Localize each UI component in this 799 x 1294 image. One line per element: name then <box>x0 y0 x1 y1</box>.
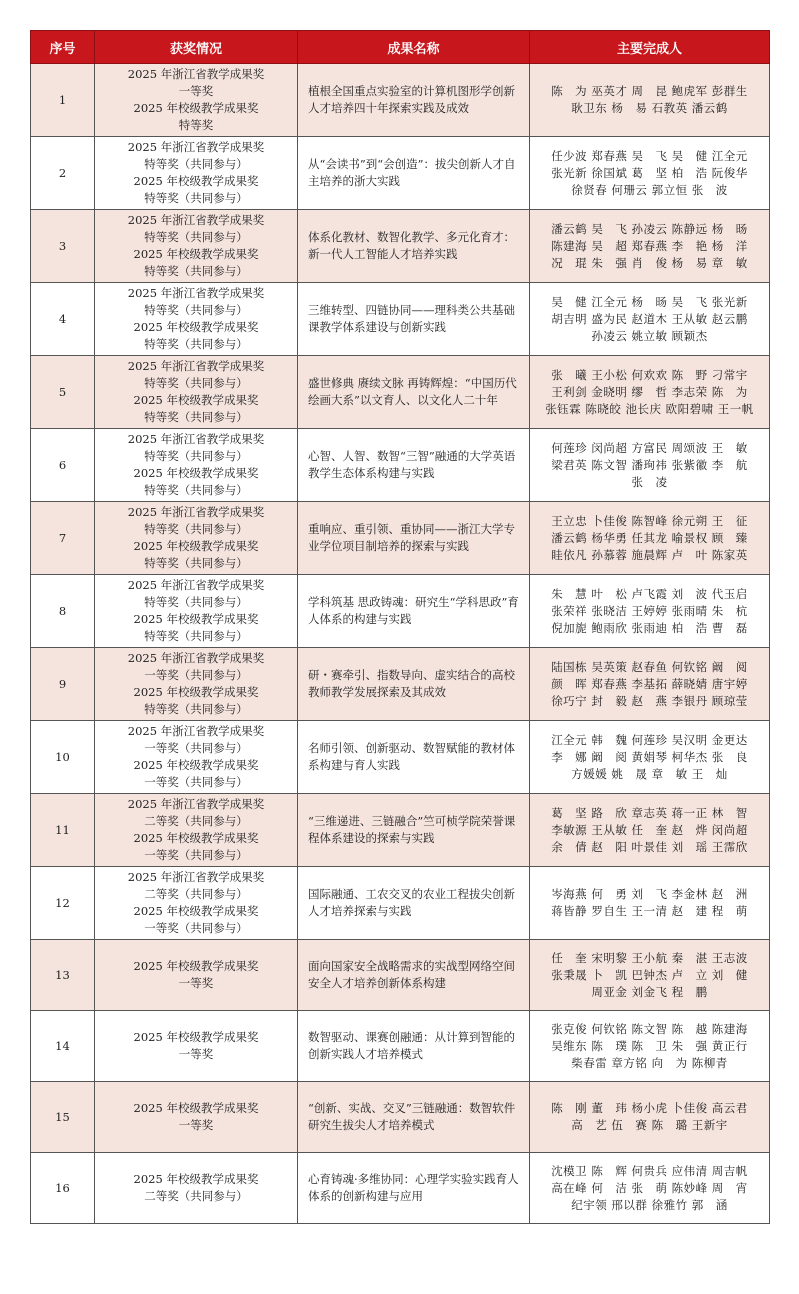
table-row <box>31 721 770 794</box>
people-line: 孙凌云 姚立敏 顾颖杰 <box>591 328 708 343</box>
achievement-title: 名师引领、创新驱动、数智赋能的教材体系构建与育人实践 <box>298 721 530 794</box>
award-cell <box>95 356 298 429</box>
table-row <box>31 794 770 867</box>
award-line: 一等奖 <box>178 1118 214 1132</box>
award-cell <box>95 137 298 210</box>
award-line: 特等奖（共同参与） <box>144 702 248 716</box>
achievement-title: 盛世修典 赓续文脉 再铸辉煌：“中国历代绘画大系”以文育人、以文化人二十年 <box>298 356 530 429</box>
people-cell <box>530 210 770 283</box>
people-cell <box>530 1011 770 1082</box>
people-line: 纪宇领 邢以群 徐雅竹 郭 涵 <box>571 1197 728 1212</box>
achievement-title: 国际融通、工农交叉的农业工程拔尖创新人才培养探索与实践 <box>298 867 530 940</box>
table-row <box>31 1082 770 1153</box>
award-line: 2025 年浙江省教学成果奖 <box>127 67 265 81</box>
table-row <box>31 429 770 502</box>
header-award: 获奖情况 <box>95 31 298 64</box>
row-number: 16 <box>31 1153 95 1224</box>
people-line: 徐巧宁 封 毅 赵 燕 李银丹 顾琼莹 <box>551 693 748 708</box>
people-line: 陈建海 吴 超 郑春燕 李 艳 杨 洋 <box>551 238 748 253</box>
people-cell <box>530 1082 770 1153</box>
award-line: 2025 年校级教学成果奖 <box>133 904 259 918</box>
award-cell <box>95 575 298 648</box>
row-number: 1 <box>31 64 95 137</box>
people-line: 张克俊 何钦铭 陈文智 陈 越 陈建海 <box>551 1021 748 1036</box>
people-line: 张 凌 <box>631 474 668 489</box>
people-cell <box>530 429 770 502</box>
award-line: 2025 年校级教学成果奖 <box>133 831 259 845</box>
people-line: 张荣祥 张晓洁 王婷婷 张雨晴 朱 杭 <box>551 603 748 618</box>
table-row <box>31 64 770 137</box>
award-line: 一等奖（共同参与） <box>144 668 248 682</box>
award-cell <box>95 1153 298 1224</box>
table-row <box>31 575 770 648</box>
award-cell <box>95 648 298 721</box>
award-line: 2025 年浙江省教学成果奖 <box>127 870 265 884</box>
people-line: 况 琨 朱 强 肖 俊 杨 易 章 敏 <box>551 255 748 270</box>
people-line: 李 娜 阚 阅 黄娟琴 柯华杰 张 良 <box>551 749 748 764</box>
people-line: 吴维东 陈 璞 陈 卫 朱 强 黄正行 <box>551 1038 748 1053</box>
achievement-title: 从“会读书”到“会创造”：拔尖创新人才自主培养的浙大实践 <box>298 137 530 210</box>
table-body <box>31 64 770 1224</box>
award-line: 2025 年校级教学成果奖 <box>133 612 259 626</box>
award-line: 一等奖 <box>178 84 214 98</box>
achievement-title: 研・赛牵引、指数导向、虚实结合的高校教师教学发展探索及其成效 <box>298 648 530 721</box>
award-line: 2025 年校级教学成果奖 <box>133 174 259 188</box>
people-cell <box>530 721 770 794</box>
people-line: 吴 健 江全元 杨 旸 吴 飞 张光新 <box>551 294 748 309</box>
award-line: 特等奖 <box>178 118 214 132</box>
award-line: 2025 年校级教学成果奖 <box>133 539 259 553</box>
table-row <box>31 648 770 721</box>
people-line: 朱 慧 叶 松 卢飞霞 刘 波 代玉启 <box>551 586 748 601</box>
award-line: 2025 年浙江省教学成果奖 <box>127 359 265 373</box>
table-row <box>31 940 770 1011</box>
row-number: 2 <box>31 137 95 210</box>
people-line: 陈 为 巫英才 周 昆 鲍虎军 彭群生 <box>551 84 748 98</box>
row-number: 3 <box>31 210 95 283</box>
people-line: 潘云鹤 吴 飞 孙凌云 陈静远 杨 旸 <box>551 221 748 236</box>
achievement-title: “三维递进、三链融合”竺可桢学院荣誉课程体系建设的探索与实践 <box>298 794 530 867</box>
table-row <box>31 283 770 356</box>
people-line: 耿卫东 杨 易 石教英 潘云鹤 <box>571 101 728 115</box>
people-cell <box>530 137 770 210</box>
award-line: 二等奖（共同参与） <box>144 887 248 901</box>
people-cell <box>530 794 770 867</box>
award-line: 特等奖（共同参与） <box>144 264 248 278</box>
award-line: 二等奖（共同参与） <box>144 814 248 828</box>
people-line: 颜 晖 郑春燕 李基拓 薛晓婧 唐宇婷 <box>551 676 748 691</box>
achievement-title: 植根全国重点实验室的计算机图形学创新人才培养四十年探索实践及成效 <box>298 64 530 137</box>
table-row <box>31 1011 770 1082</box>
award-line: 一等奖 <box>178 1047 214 1061</box>
people-line: 陈 刚 董 玮 杨小虎 卜佳俊 高云君 <box>551 1101 748 1115</box>
award-line: 特等奖（共同参与） <box>144 230 248 244</box>
award-line: 一等奖 <box>178 976 214 990</box>
people-line: 倪加旎 鲍雨欣 张雨迪 柏 浩 曹 磊 <box>551 620 748 635</box>
award-line: 一等奖（共同参与） <box>144 741 248 755</box>
award-line: 2025 年浙江省教学成果奖 <box>127 797 265 811</box>
table-row <box>31 210 770 283</box>
award-line: 一等奖（共同参与） <box>144 775 248 789</box>
award-line: 2025 年浙江省教学成果奖 <box>127 578 265 592</box>
people-line: 张秉晟 卜 凯 巴钟杰 卢 立 刘 健 <box>551 967 748 982</box>
people-line: 周亚金 刘金飞 程 鹏 <box>591 984 708 999</box>
people-cell <box>530 356 770 429</box>
people-cell <box>530 648 770 721</box>
people-line: 高 艺 伍 赛 陈 璐 王新宇 <box>571 1118 728 1132</box>
table-row <box>31 137 770 210</box>
award-line: 2025 年校级教学成果奖 <box>133 320 259 334</box>
row-number: 14 <box>31 1011 95 1082</box>
table-row <box>31 356 770 429</box>
achievement-title: 面向国家安全战略需求的实战型网络空间安全人才培养创新体系构建 <box>298 940 530 1011</box>
award-cell <box>95 794 298 867</box>
table-row <box>31 502 770 575</box>
people-line: 潘云鹤 杨华勇 任其龙 喻景权 顾 臻 <box>551 530 748 545</box>
achievement-title: 心育铸魂·多维协同：心理学实验实践育人体系的创新构建与应用 <box>298 1153 530 1224</box>
award-line: 特等奖（共同参与） <box>144 556 248 570</box>
award-line: 2025 年校级教学成果奖 <box>133 393 259 407</box>
award-line: 2025 年校级教学成果奖 <box>133 1030 259 1044</box>
award-line: 一等奖（共同参与） <box>144 921 248 935</box>
award-cell <box>95 867 298 940</box>
people-line: 王立忠 卜佳俊 陈智峰 徐元朔 王 征 <box>551 513 748 528</box>
people-cell <box>530 283 770 356</box>
header-no: 序号 <box>31 31 95 64</box>
achievement-title: 体系化教材、数智化教学、多元化育才：新一代人工智能人才培养实践 <box>298 210 530 283</box>
achievement-title: 学科筑基 思政铸魂：研究生“学科思政”育人体系的构建与实践 <box>298 575 530 648</box>
people-line: 王利剑 金晓明 缪 哲 李志荣 陈 为 <box>551 384 748 399</box>
award-line: 2025 年校级教学成果奖 <box>133 685 259 699</box>
award-line: 特等奖（共同参与） <box>144 410 248 424</box>
people-line: 李敏源 王从敏 任 奎 赵 烨 闵尚超 <box>551 822 748 837</box>
award-line: 特等奖（共同参与） <box>144 629 248 643</box>
award-line: 2025 年校级教学成果奖 <box>133 101 259 115</box>
award-line: 特等奖（共同参与） <box>144 376 248 390</box>
achievement-title: “创新、实战、交叉”三链融通：数智软件研究生拔尖人才培养模式 <box>298 1082 530 1153</box>
award-line: 特等奖（共同参与） <box>144 337 248 351</box>
people-line: 任少波 郑春燕 吴 飞 吴 健 江全元 <box>551 148 748 163</box>
people-line: 陆国栋 吴英策 赵春鱼 何钦铭 阚 阅 <box>551 659 748 674</box>
award-cell <box>95 502 298 575</box>
achievement-title: 重响应、重引领、重协同——浙江大学专业学位项目制培养的探索与实践 <box>298 502 530 575</box>
table-header-row <box>31 31 770 64</box>
achievement-title: 三维转型、四链协同——理科类公共基础课教学体系建设与创新实践 <box>298 283 530 356</box>
award-cell <box>95 429 298 502</box>
row-number: 9 <box>31 648 95 721</box>
row-number: 4 <box>31 283 95 356</box>
award-line: 2025 年校级教学成果奖 <box>133 1172 259 1186</box>
award-cell <box>95 210 298 283</box>
header-title: 成果名称 <box>298 31 530 64</box>
people-line: 余 倩 赵 阳 叶景佳 刘 瑶 王霈欣 <box>551 839 748 854</box>
award-line: 特等奖（共同参与） <box>144 449 248 463</box>
award-line: 特等奖（共同参与） <box>144 191 248 205</box>
people-line: 眭依凡 孙慕蓉 施晨辉 卢 叶 陈家英 <box>551 547 748 562</box>
people-line: 岑海燕 何 勇 刘 飞 李金林 赵 洲 <box>551 887 748 901</box>
row-number: 10 <box>31 721 95 794</box>
award-line: 2025 年浙江省教学成果奖 <box>127 432 265 446</box>
people-cell <box>530 575 770 648</box>
row-number: 5 <box>31 356 95 429</box>
people-line: 张钰霖 陈晓皎 池长庆 欧阳碧啸 王一帆 <box>545 401 754 416</box>
people-line: 何莲珍 闵尚超 方富民 周颂波 王 敏 <box>551 440 748 455</box>
award-line: 特等奖（共同参与） <box>144 595 248 609</box>
row-number: 13 <box>31 940 95 1011</box>
row-number: 11 <box>31 794 95 867</box>
award-line: 一等奖（共同参与） <box>144 848 248 862</box>
people-line: 梁君英 陈文智 潘珣祎 张紫徽 李 航 <box>551 457 748 472</box>
people-cell <box>530 867 770 940</box>
award-cell <box>95 64 298 137</box>
award-line: 特等奖（共同参与） <box>144 483 248 497</box>
people-line: 张光新 徐国斌 葛 坚 柏 浩 阮俊华 <box>551 165 748 180</box>
award-line: 特等奖（共同参与） <box>144 303 248 317</box>
row-number: 8 <box>31 575 95 648</box>
achievement-title: 数智驱动、课赛创融通：从计算到智能的创新实践人才培养模式 <box>298 1011 530 1082</box>
award-line: 2025 年浙江省教学成果奖 <box>127 651 265 665</box>
award-cell <box>95 1011 298 1082</box>
people-cell <box>530 1153 770 1224</box>
people-line: 张 曦 王小松 何欢欢 陈 野 刁常宇 <box>551 367 748 382</box>
people-cell <box>530 64 770 137</box>
award-line: 2025 年校级教学成果奖 <box>133 758 259 772</box>
award-line: 2025 年校级教学成果奖 <box>133 466 259 480</box>
people-cell <box>530 502 770 575</box>
award-line: 2025 年校级教学成果奖 <box>133 247 259 261</box>
row-number: 6 <box>31 429 95 502</box>
row-number: 15 <box>31 1082 95 1153</box>
award-line: 2025 年校级教学成果奖 <box>133 959 259 973</box>
award-line: 2025 年浙江省教学成果奖 <box>127 724 265 738</box>
awards-table <box>30 30 770 1224</box>
award-line: 2025 年浙江省教学成果奖 <box>127 140 265 154</box>
award-cell <box>95 721 298 794</box>
table-row <box>31 867 770 940</box>
award-line: 二等奖（共同参与） <box>144 1189 248 1203</box>
people-line: 方媛媛 姚 晟 章 敏 王 灿 <box>571 766 728 781</box>
people-line: 葛 坚 路 欣 章志英 蒋一正 林 智 <box>551 805 748 820</box>
header-people: 主要完成人 <box>530 31 770 64</box>
achievement-title: 心智、人智、数智“三智”融通的大学英语教学生态体系构建与实践 <box>298 429 530 502</box>
award-line: 2025 年浙江省教学成果奖 <box>127 505 265 519</box>
row-number: 7 <box>31 502 95 575</box>
people-line: 胡吉明 盛为民 赵道木 王从敏 赵云鹏 <box>551 311 748 326</box>
people-line: 高在峰 何 洁 张 萌 陈妙峰 周 宵 <box>551 1180 748 1195</box>
award-cell <box>95 940 298 1011</box>
people-cell <box>530 940 770 1011</box>
people-line: 沈模卫 陈 辉 何贵兵 应伟清 周吉帆 <box>551 1163 748 1178</box>
award-line: 2025 年浙江省教学成果奖 <box>127 286 265 300</box>
award-cell <box>95 1082 298 1153</box>
people-line: 任 奎 宋明黎 王小航 秦 湛 王志波 <box>551 950 748 965</box>
award-cell <box>95 283 298 356</box>
award-line: 特等奖（共同参与） <box>144 157 248 171</box>
award-line: 2025 年校级教学成果奖 <box>133 1101 259 1115</box>
people-line: 徐贤春 何珊云 郭立恒 张 波 <box>571 182 728 197</box>
row-number: 12 <box>31 867 95 940</box>
people-line: 柴春雷 章方铭 向 为 陈柳青 <box>571 1055 728 1070</box>
award-line: 特等奖（共同参与） <box>144 522 248 536</box>
people-line: 蒋皆静 罗自生 王一清 赵 建 程 萌 <box>551 904 748 918</box>
table-row <box>31 1153 770 1224</box>
award-line: 2025 年浙江省教学成果奖 <box>127 213 265 227</box>
people-line: 江全元 韩 魏 何莲珍 吴汉明 金更达 <box>551 732 748 747</box>
